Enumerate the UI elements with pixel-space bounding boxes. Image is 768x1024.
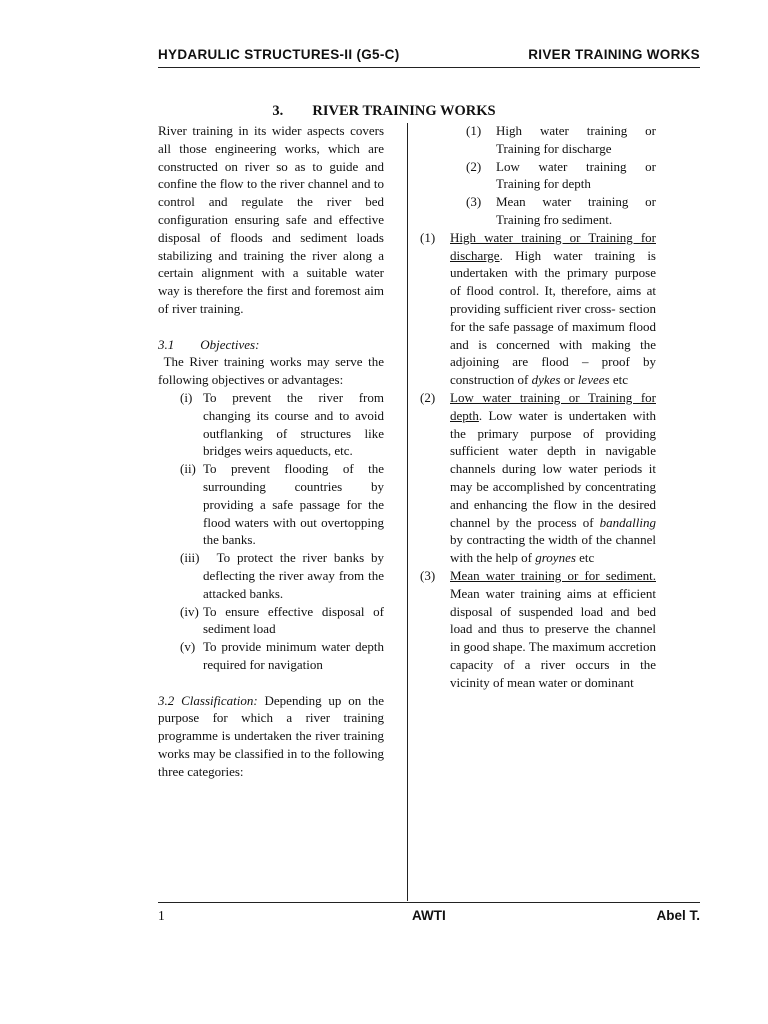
category-item [466,193,656,229]
category-label: (1) [466,123,482,138]
classification-heading: 3.2 Classification: [158,692,258,708]
objective-label: (v) [180,639,196,655]
detail-italic-term: dykes [531,372,561,388]
page-number: 1 [158,908,165,923]
objectives-heading: 3.1 Objectives: [158,336,260,352]
detail-text [450,567,656,692]
classification-text: Depending up on the purpose for which a river training programme is undertaken the river training works may be classified in to the following three categories: [158,692,385,779]
detail-text [450,389,656,567]
right-column [420,122,656,692]
category-text: High water training or Training for discharge [496,123,656,156]
objective-text: To protect the river banks by deflecting the river away from the attacked banks. [203,550,388,601]
detail-text [450,229,656,389]
detail-item [420,229,656,389]
detail-italic-term: bandalling [599,514,656,530]
detail-label: (1) [420,229,436,245]
detail-label: (2) [420,389,436,405]
objective-item [180,549,388,602]
classification-paragraph [158,692,384,781]
objectives-list [158,389,388,674]
objective-label: (iv) [180,603,199,619]
objective-text: To prevent the river from changing its course and to avoid outflanking of structures like bridges weirs aqueducts, etc. [203,389,388,459]
objective-text: To prevent flooding of the surrounding countries by providing a safe passage for the flood waters with out overtopping the banks. [203,461,388,548]
objective-label: (i) [180,389,193,405]
detail-item [420,389,656,567]
objective-label: (ii) [180,461,196,477]
footer-institution: AWTI [412,908,446,923]
footer-author: Abel T. [656,908,700,923]
chapter-number: 3. [272,103,284,119]
objective-label: (iii) [180,550,200,566]
objective-text: To ensure effective disposal of sediment load [203,603,388,637]
chapter-title [0,103,768,120]
detail-italic-term: levees [577,372,610,388]
detail-body-text: . High water training is undertaken with the primary purpose of flood control. It, therefore, aims at providing sufficient river cross- section for the safe passage of maximum flood and is concerned with making the adjoining are flood – proof by construction of [450,247,656,388]
objectives-intro: The River training works may serve the following objectives or advantages: [158,354,388,388]
detail-body-text: Mean water training aims at efficient disposal of suspended load and bed load and thus to preserve the channel in good shape. The maximum accretion capacity of a river occurs in the vicinity of mean water or dominant [450,585,656,690]
detail-heading: Mean water training or for sediment. [450,567,656,583]
category-text: Mean water training or Training fro sediment. [496,194,656,227]
objective-item [180,638,388,674]
objective-item [180,603,388,639]
objective-text: To provide minimum water depth required for navigation [203,639,388,672]
chapter-title-text: RIVER TRAINING WORKS [312,103,496,119]
detail-item [420,567,656,692]
category-label: (2) [466,158,482,174]
objective-item [180,389,388,460]
detail-body-text: by contracting the width of the channel with the help of [450,532,656,566]
category-item [466,122,656,158]
detail-body-text: etc [575,550,595,566]
details-list [420,229,656,692]
footer-rule [158,902,700,903]
header-course-title: HYDARULIC STRUCTURES-II (G5-C) [158,47,400,62]
left-column [158,122,388,780]
detail-heading: Low water training or Training for depth [450,389,656,423]
category-item [466,158,656,194]
objective-item [180,460,388,549]
category-text: Low water training or Training for depth [496,158,656,192]
intro-paragraph: River training in its wider aspects covers all those engineering works, which are constructed on river so as to guide and confine the flow to the river channel and to control and regulate the river bed configuration ensuring safe and effective disposal of floods and sediment loads stabilizing and training the river along a certain alignment with a suitable water way is therefore the first and foremost aim of river training. [158,123,384,316]
detail-label: (3) [420,567,436,583]
header-chapter-title: RIVER TRAINING WORKS [528,47,700,62]
header-rule [158,67,700,68]
detail-body-text: etc [609,372,628,388]
column-divider [407,123,408,901]
category-label: (3) [466,194,482,210]
detail-heading: High water training or Training for discharge [450,229,656,263]
detail-body-text: or [560,372,578,388]
detail-body-text: . Low water is undertaken with the primary purpose of providing sufficient water depth in navigable channels during low water periods it may be accomplished by concentrating and enhancing the flow in the desired channel by the process of [450,407,656,530]
detail-italic-term: groynes [535,550,576,566]
categories-list [450,122,656,229]
